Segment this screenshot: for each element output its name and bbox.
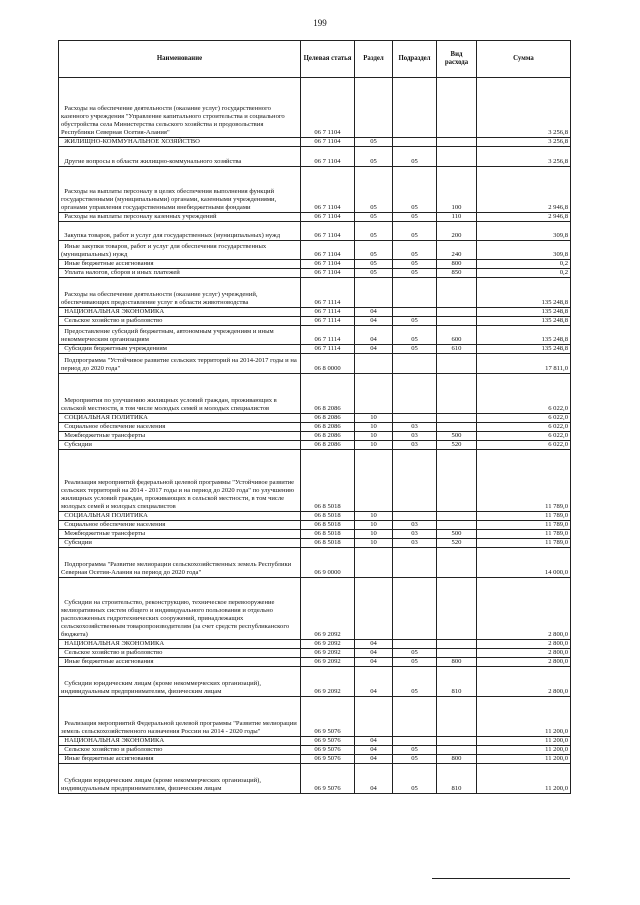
cell-sum: 0,2 <box>477 269 571 278</box>
table-row <box>59 697 571 737</box>
cell-expense: 500 <box>437 432 477 441</box>
table-row <box>59 308 571 317</box>
cell-subsection: 05 <box>393 269 437 278</box>
cell-name: Субсидии <box>59 441 301 450</box>
table-row <box>59 521 571 530</box>
cell-name: Субсидии на строительство, реконструкцию, техническое перевооружение мелиоративных систем общего и индивидуального пользования и отдельно расположенных гидротехнических сооружений, принадлежащих сельскохозяйственным товаропроизводителям (за счет средств республиканского бюджета) <box>59 578 301 640</box>
cell-sum: 2 800,0 <box>477 649 571 658</box>
cell-expense <box>437 147 477 167</box>
cell-expense: 600 <box>437 326 477 345</box>
cell-subsection: 05 <box>393 658 437 667</box>
cell-target: 06 7 1104 <box>301 167 355 213</box>
cell-target: 06 7 1104 <box>301 138 355 147</box>
cell-target: 06 8 5018 <box>301 450 355 512</box>
cell-name: НАЦИОНАЛЬНАЯ ЭКОНОМИКА <box>59 737 301 746</box>
cell-section <box>355 374 393 414</box>
table-row <box>59 374 571 414</box>
cell-section <box>355 278 393 308</box>
table-row <box>59 326 571 345</box>
cell-sum: 11 200,0 <box>477 764 571 794</box>
cell-target: 06 7 1114 <box>301 308 355 317</box>
cell-name: Межбюджетные трансферты <box>59 530 301 539</box>
table-row <box>59 241 571 260</box>
table-row <box>59 260 571 269</box>
table-row <box>59 345 571 354</box>
cell-target: 06 8 2086 <box>301 441 355 450</box>
cell-section: 04 <box>355 308 393 317</box>
cell-subsection <box>393 414 437 423</box>
cell-name: Расходы на выплаты персоналу казенных учреждений <box>59 213 301 222</box>
cell-section: 04 <box>355 667 393 697</box>
cell-subsection <box>393 640 437 649</box>
cell-expense <box>437 578 477 640</box>
cell-name: Субсидии <box>59 539 301 548</box>
cell-subsection: 05 <box>393 260 437 269</box>
table-row <box>59 649 571 658</box>
cell-section: 10 <box>355 512 393 521</box>
cell-subsection <box>393 548 437 578</box>
cell-target: 06 7 1114 <box>301 317 355 326</box>
cell-section <box>355 697 393 737</box>
cell-subsection <box>393 308 437 317</box>
cell-expense <box>437 640 477 649</box>
cell-section: 10 <box>355 414 393 423</box>
page-number: 199 <box>313 18 327 28</box>
cell-subsection: 05 <box>393 649 437 658</box>
cell-sum: 135 248,8 <box>477 326 571 345</box>
table-row <box>59 317 571 326</box>
cell-expense <box>437 737 477 746</box>
table-row <box>59 138 571 147</box>
cell-subsection: 05 <box>393 345 437 354</box>
cell-sum: 2 800,0 <box>477 658 571 667</box>
cell-section: 04 <box>355 737 393 746</box>
header-section: Раздел <box>355 41 393 78</box>
cell-expense <box>437 697 477 737</box>
cell-section: 04 <box>355 746 393 755</box>
cell-subsection: 05 <box>393 746 437 755</box>
cell-expense <box>437 746 477 755</box>
table-body <box>59 78 571 794</box>
cell-target: 06 9 2092 <box>301 649 355 658</box>
table-header <box>59 41 571 78</box>
cell-section: 05 <box>355 213 393 222</box>
table-row <box>59 667 571 697</box>
cell-section: 05 <box>355 222 393 241</box>
cell-section <box>355 354 393 374</box>
cell-subsection: 05 <box>393 147 437 167</box>
cell-expense <box>437 512 477 521</box>
cell-subsection: 05 <box>393 213 437 222</box>
cell-name: Предоставление субсидий бюджетным, автономным учреждениям и иным некоммерческим организациям <box>59 326 301 345</box>
cell-subsection: 03 <box>393 441 437 450</box>
cell-sum: 2 946,8 <box>477 213 571 222</box>
cell-expense: 110 <box>437 213 477 222</box>
cell-target: 06 8 2086 <box>301 432 355 441</box>
cell-sum: 11 200,0 <box>477 737 571 746</box>
cell-section: 10 <box>355 441 393 450</box>
header-expense: Вид расхода <box>437 41 477 78</box>
cell-name: Иные бюджетные ассигнования <box>59 658 301 667</box>
cell-expense: 810 <box>437 667 477 697</box>
cell-name: Субсидии юридическим лицам (кроме некоммерческих организаций), индивидуальным предпринимателям, физическим лицам <box>59 667 301 697</box>
cell-sum: 11 789,0 <box>477 512 571 521</box>
cell-target: 06 9 5076 <box>301 764 355 794</box>
cell-name: НАЦИОНАЛЬНАЯ ЭКОНОМИКА <box>59 640 301 649</box>
header-target: Целевая статья <box>301 41 355 78</box>
cell-name: Реализация мероприятий федеральной целевой программы "Устойчивое развитие сельских территорий на 2014 - 2017 годы и на период до 2020 года" по улучшению жилищных условий граждан, проживающих в сельской местности, в том числе молодых семей и молодых специалистов <box>59 450 301 512</box>
cell-subsection <box>393 578 437 640</box>
cell-sum: 2 800,0 <box>477 640 571 649</box>
cell-target: 06 9 5076 <box>301 697 355 737</box>
cell-name: СОЦИАЛЬНАЯ ПОЛИТИКА <box>59 512 301 521</box>
cell-name: Социальное обеспечение населения <box>59 423 301 432</box>
cell-sum: 11 200,0 <box>477 697 571 737</box>
cell-target: 06 9 5076 <box>301 755 355 764</box>
table-row <box>59 746 571 755</box>
table-row <box>59 414 571 423</box>
cell-name: Расходы на выплаты персоналу в целях обеспечения выполнения функций государственными (муниципальными) органами, казенными учреждениями, органами управления государственными внебюджетными фондами <box>59 167 301 213</box>
cell-target: 06 7 1104 <box>301 260 355 269</box>
table-row <box>59 78 571 138</box>
table-row <box>59 278 571 308</box>
cell-expense: 240 <box>437 241 477 260</box>
cell-expense: 100 <box>437 167 477 213</box>
cell-section <box>355 548 393 578</box>
table-row <box>59 213 571 222</box>
cell-section: 04 <box>355 649 393 658</box>
cell-target: 06 8 5018 <box>301 539 355 548</box>
cell-subsection: 05 <box>393 241 437 260</box>
cell-subsection <box>393 354 437 374</box>
cell-subsection: 05 <box>393 755 437 764</box>
header-name: Наименование <box>59 41 301 78</box>
table-row <box>59 737 571 746</box>
cell-target: 06 7 1104 <box>301 147 355 167</box>
table-row <box>59 548 571 578</box>
cell-target: 06 7 1104 <box>301 269 355 278</box>
cell-name: СОЦИАЛЬНАЯ ПОЛИТИКА <box>59 414 301 423</box>
cell-subsection: 05 <box>393 326 437 345</box>
cell-subsection <box>393 697 437 737</box>
cell-target: 06 8 2086 <box>301 414 355 423</box>
cell-section: 04 <box>355 764 393 794</box>
cell-target: 06 7 1114 <box>301 345 355 354</box>
cell-sum: 6 022,0 <box>477 423 571 432</box>
cell-sum: 6 022,0 <box>477 414 571 423</box>
cell-subsection <box>393 737 437 746</box>
cell-expense <box>437 308 477 317</box>
cell-sum: 309,8 <box>477 241 571 260</box>
cell-expense: 610 <box>437 345 477 354</box>
cell-target: 06 8 5018 <box>301 512 355 521</box>
cell-name: Иные бюджетные ассигнования <box>59 755 301 764</box>
table-row <box>59 755 571 764</box>
cell-subsection: 03 <box>393 432 437 441</box>
cell-section <box>355 578 393 640</box>
cell-sum: 11 200,0 <box>477 755 571 764</box>
cell-target: 06 8 2086 <box>301 423 355 432</box>
cell-expense: 800 <box>437 658 477 667</box>
cell-expense <box>437 521 477 530</box>
cell-section: 04 <box>355 640 393 649</box>
cell-section: 05 <box>355 147 393 167</box>
cell-sum: 2 800,0 <box>477 667 571 697</box>
table-row <box>59 658 571 667</box>
cell-target: 06 8 2086 <box>301 374 355 414</box>
header-subsection: Подраздел <box>393 41 437 78</box>
cell-subsection <box>393 138 437 147</box>
cell-sum: 11 200,0 <box>477 746 571 755</box>
cell-subsection: 03 <box>393 521 437 530</box>
cell-sum: 11 789,0 <box>477 539 571 548</box>
cell-sum: 2 800,0 <box>477 578 571 640</box>
cell-expense: 500 <box>437 530 477 539</box>
table-row <box>59 167 571 213</box>
cell-sum: 3 256,8 <box>477 78 571 138</box>
cell-name: Уплата налогов, сборов и иных платежей <box>59 269 301 278</box>
cell-sum: 135 248,8 <box>477 278 571 308</box>
cell-expense <box>437 354 477 374</box>
cell-section: 10 <box>355 521 393 530</box>
footer-rule <box>432 878 570 879</box>
cell-expense <box>437 138 477 147</box>
cell-sum: 2 946,8 <box>477 167 571 213</box>
cell-section: 04 <box>355 326 393 345</box>
cell-name: Иные бюджетные ассигнования <box>59 260 301 269</box>
cell-name: Межбюджетные трансферты <box>59 432 301 441</box>
cell-target: 06 8 5018 <box>301 530 355 539</box>
cell-expense: 800 <box>437 260 477 269</box>
cell-target: 06 9 5076 <box>301 737 355 746</box>
header-sum: Сумма <box>477 41 571 78</box>
cell-target: 06 7 1114 <box>301 326 355 345</box>
table-row <box>59 530 571 539</box>
cell-name: Субсидии бюджетным учреждениям <box>59 345 301 354</box>
cell-expense: 520 <box>437 539 477 548</box>
cell-expense <box>437 278 477 308</box>
cell-target: 06 7 1114 <box>301 278 355 308</box>
cell-section: 04 <box>355 755 393 764</box>
cell-expense <box>437 317 477 326</box>
cell-target: 06 9 2092 <box>301 578 355 640</box>
table-row <box>59 578 571 640</box>
cell-sum: 3 256,8 <box>477 147 571 167</box>
cell-name: Сельское хозяйство и рыболовство <box>59 746 301 755</box>
cell-subsection: 03 <box>393 423 437 432</box>
cell-expense <box>437 78 477 138</box>
cell-sum: 6 022,0 <box>477 374 571 414</box>
cell-subsection <box>393 78 437 138</box>
cell-subsection <box>393 278 437 308</box>
cell-section: 04 <box>355 658 393 667</box>
cell-target: 06 7 1104 <box>301 78 355 138</box>
cell-subsection: 03 <box>393 539 437 548</box>
cell-sum: 0,2 <box>477 260 571 269</box>
table-row <box>59 423 571 432</box>
cell-name: Иные закупки товаров, работ и услуг для обеспечения государственных (муниципальных) нужд <box>59 241 301 260</box>
cell-subsection: 05 <box>393 167 437 213</box>
cell-subsection: 05 <box>393 317 437 326</box>
table-row <box>59 640 571 649</box>
cell-subsection <box>393 450 437 512</box>
cell-section: 04 <box>355 345 393 354</box>
cell-name: Расходы на обеспечение деятельности (оказание услуг) государственного казенного учреждения "Управление капитального строительства и социального обустройства села Министерства сельского хозяйства и продовольствия Республики Северная Осетия-Алания" <box>59 78 301 138</box>
table-row <box>59 269 571 278</box>
cell-name: Другие вопросы в области жилищно-коммунального хозяйства <box>59 147 301 167</box>
table-row <box>59 354 571 374</box>
cell-name: Расходы на обеспечение деятельности (оказание услуг) учреждений, обеспечивающих предоставление услуг в области животноводства <box>59 278 301 308</box>
cell-expense: 850 <box>437 269 477 278</box>
cell-section: 10 <box>355 432 393 441</box>
cell-target: 06 9 0000 <box>301 548 355 578</box>
cell-target: 06 7 1104 <box>301 213 355 222</box>
cell-section: 10 <box>355 530 393 539</box>
cell-subsection: 05 <box>393 667 437 697</box>
table-row <box>59 539 571 548</box>
cell-expense <box>437 450 477 512</box>
cell-target: 06 9 2092 <box>301 658 355 667</box>
cell-section: 04 <box>355 317 393 326</box>
cell-sum: 6 022,0 <box>477 441 571 450</box>
cell-target: 06 9 2092 <box>301 640 355 649</box>
cell-name: Подпрограмма "Развитие мелиорации сельскохозяйственных земель Республики Северная Осетия-Алания на период до 2020 года" <box>59 548 301 578</box>
cell-section: 05 <box>355 269 393 278</box>
table-row <box>59 222 571 241</box>
cell-expense: 800 <box>437 755 477 764</box>
cell-expense: 200 <box>437 222 477 241</box>
cell-name: Субсидии юридическим лицам (кроме некоммерческих организаций), индивидуальным предпринимателям, физическим лицам <box>59 764 301 794</box>
table-row <box>59 450 571 512</box>
cell-sum: 11 789,0 <box>477 521 571 530</box>
cell-target: 06 8 0000 <box>301 354 355 374</box>
cell-expense <box>437 649 477 658</box>
cell-section <box>355 78 393 138</box>
cell-section: 05 <box>355 138 393 147</box>
cell-expense: 520 <box>437 441 477 450</box>
cell-sum: 17 811,0 <box>477 354 571 374</box>
cell-subsection <box>393 512 437 521</box>
cell-name: ЖИЛИЩНО-КОММУНАЛЬНОЕ ХОЗЯЙСТВО <box>59 138 301 147</box>
cell-subsection: 03 <box>393 530 437 539</box>
cell-sum: 135 248,8 <box>477 308 571 317</box>
cell-name: Реализация мероприятий Федеральной целевой программы "Развитие мелиорации земель сельскохозяйственного назначения России на 2014 - 2020 годы" <box>59 697 301 737</box>
cell-section: 10 <box>355 423 393 432</box>
cell-sum: 135 248,8 <box>477 345 571 354</box>
cell-expense <box>437 414 477 423</box>
cell-sum: 11 789,0 <box>477 450 571 512</box>
cell-target: 06 9 2092 <box>301 667 355 697</box>
cell-subsection: 05 <box>393 222 437 241</box>
cell-expense: 810 <box>437 764 477 794</box>
cell-subsection: 05 <box>393 764 437 794</box>
cell-section: 05 <box>355 241 393 260</box>
cell-sum: 3 256,8 <box>477 138 571 147</box>
cell-target: 06 7 1104 <box>301 241 355 260</box>
cell-name: Закупка товаров, работ и услуг для государственных (муниципальных) нужд <box>59 222 301 241</box>
cell-target: 06 8 5018 <box>301 521 355 530</box>
cell-sum: 135 248,8 <box>477 317 571 326</box>
cell-expense <box>437 423 477 432</box>
cell-section: 10 <box>355 539 393 548</box>
budget-table <box>58 40 571 794</box>
cell-section: 05 <box>355 167 393 213</box>
table-row <box>59 441 571 450</box>
cell-expense <box>437 374 477 414</box>
cell-sum: 309,8 <box>477 222 571 241</box>
cell-sum: 11 789,0 <box>477 530 571 539</box>
table-row <box>59 432 571 441</box>
cell-target: 06 9 5076 <box>301 746 355 755</box>
cell-name: НАЦИОНАЛЬНАЯ ЭКОНОМИКА <box>59 308 301 317</box>
cell-subsection <box>393 374 437 414</box>
cell-expense <box>437 548 477 578</box>
cell-sum: 6 022,0 <box>477 432 571 441</box>
cell-section <box>355 450 393 512</box>
cell-section: 05 <box>355 260 393 269</box>
table-row <box>59 764 571 794</box>
cell-name: Мероприятия по улучшению жилищных условий граждан, проживающих в сельской местности, в том числе молодых семей и молодых специалистов <box>59 374 301 414</box>
table-row <box>59 147 571 167</box>
cell-name: Сельское хозяйство и рыболовство <box>59 649 301 658</box>
cell-target: 06 7 1104 <box>301 222 355 241</box>
cell-name: Сельское хозяйство и рыболовство <box>59 317 301 326</box>
cell-name: Подпрограмма "Устойчивое развитие сельских территорий на 2014-2017 годы и на период до 2020 года" <box>59 354 301 374</box>
table-row <box>59 512 571 521</box>
cell-name: Социальное обеспечение населения <box>59 521 301 530</box>
cell-sum: 14 000,0 <box>477 548 571 578</box>
